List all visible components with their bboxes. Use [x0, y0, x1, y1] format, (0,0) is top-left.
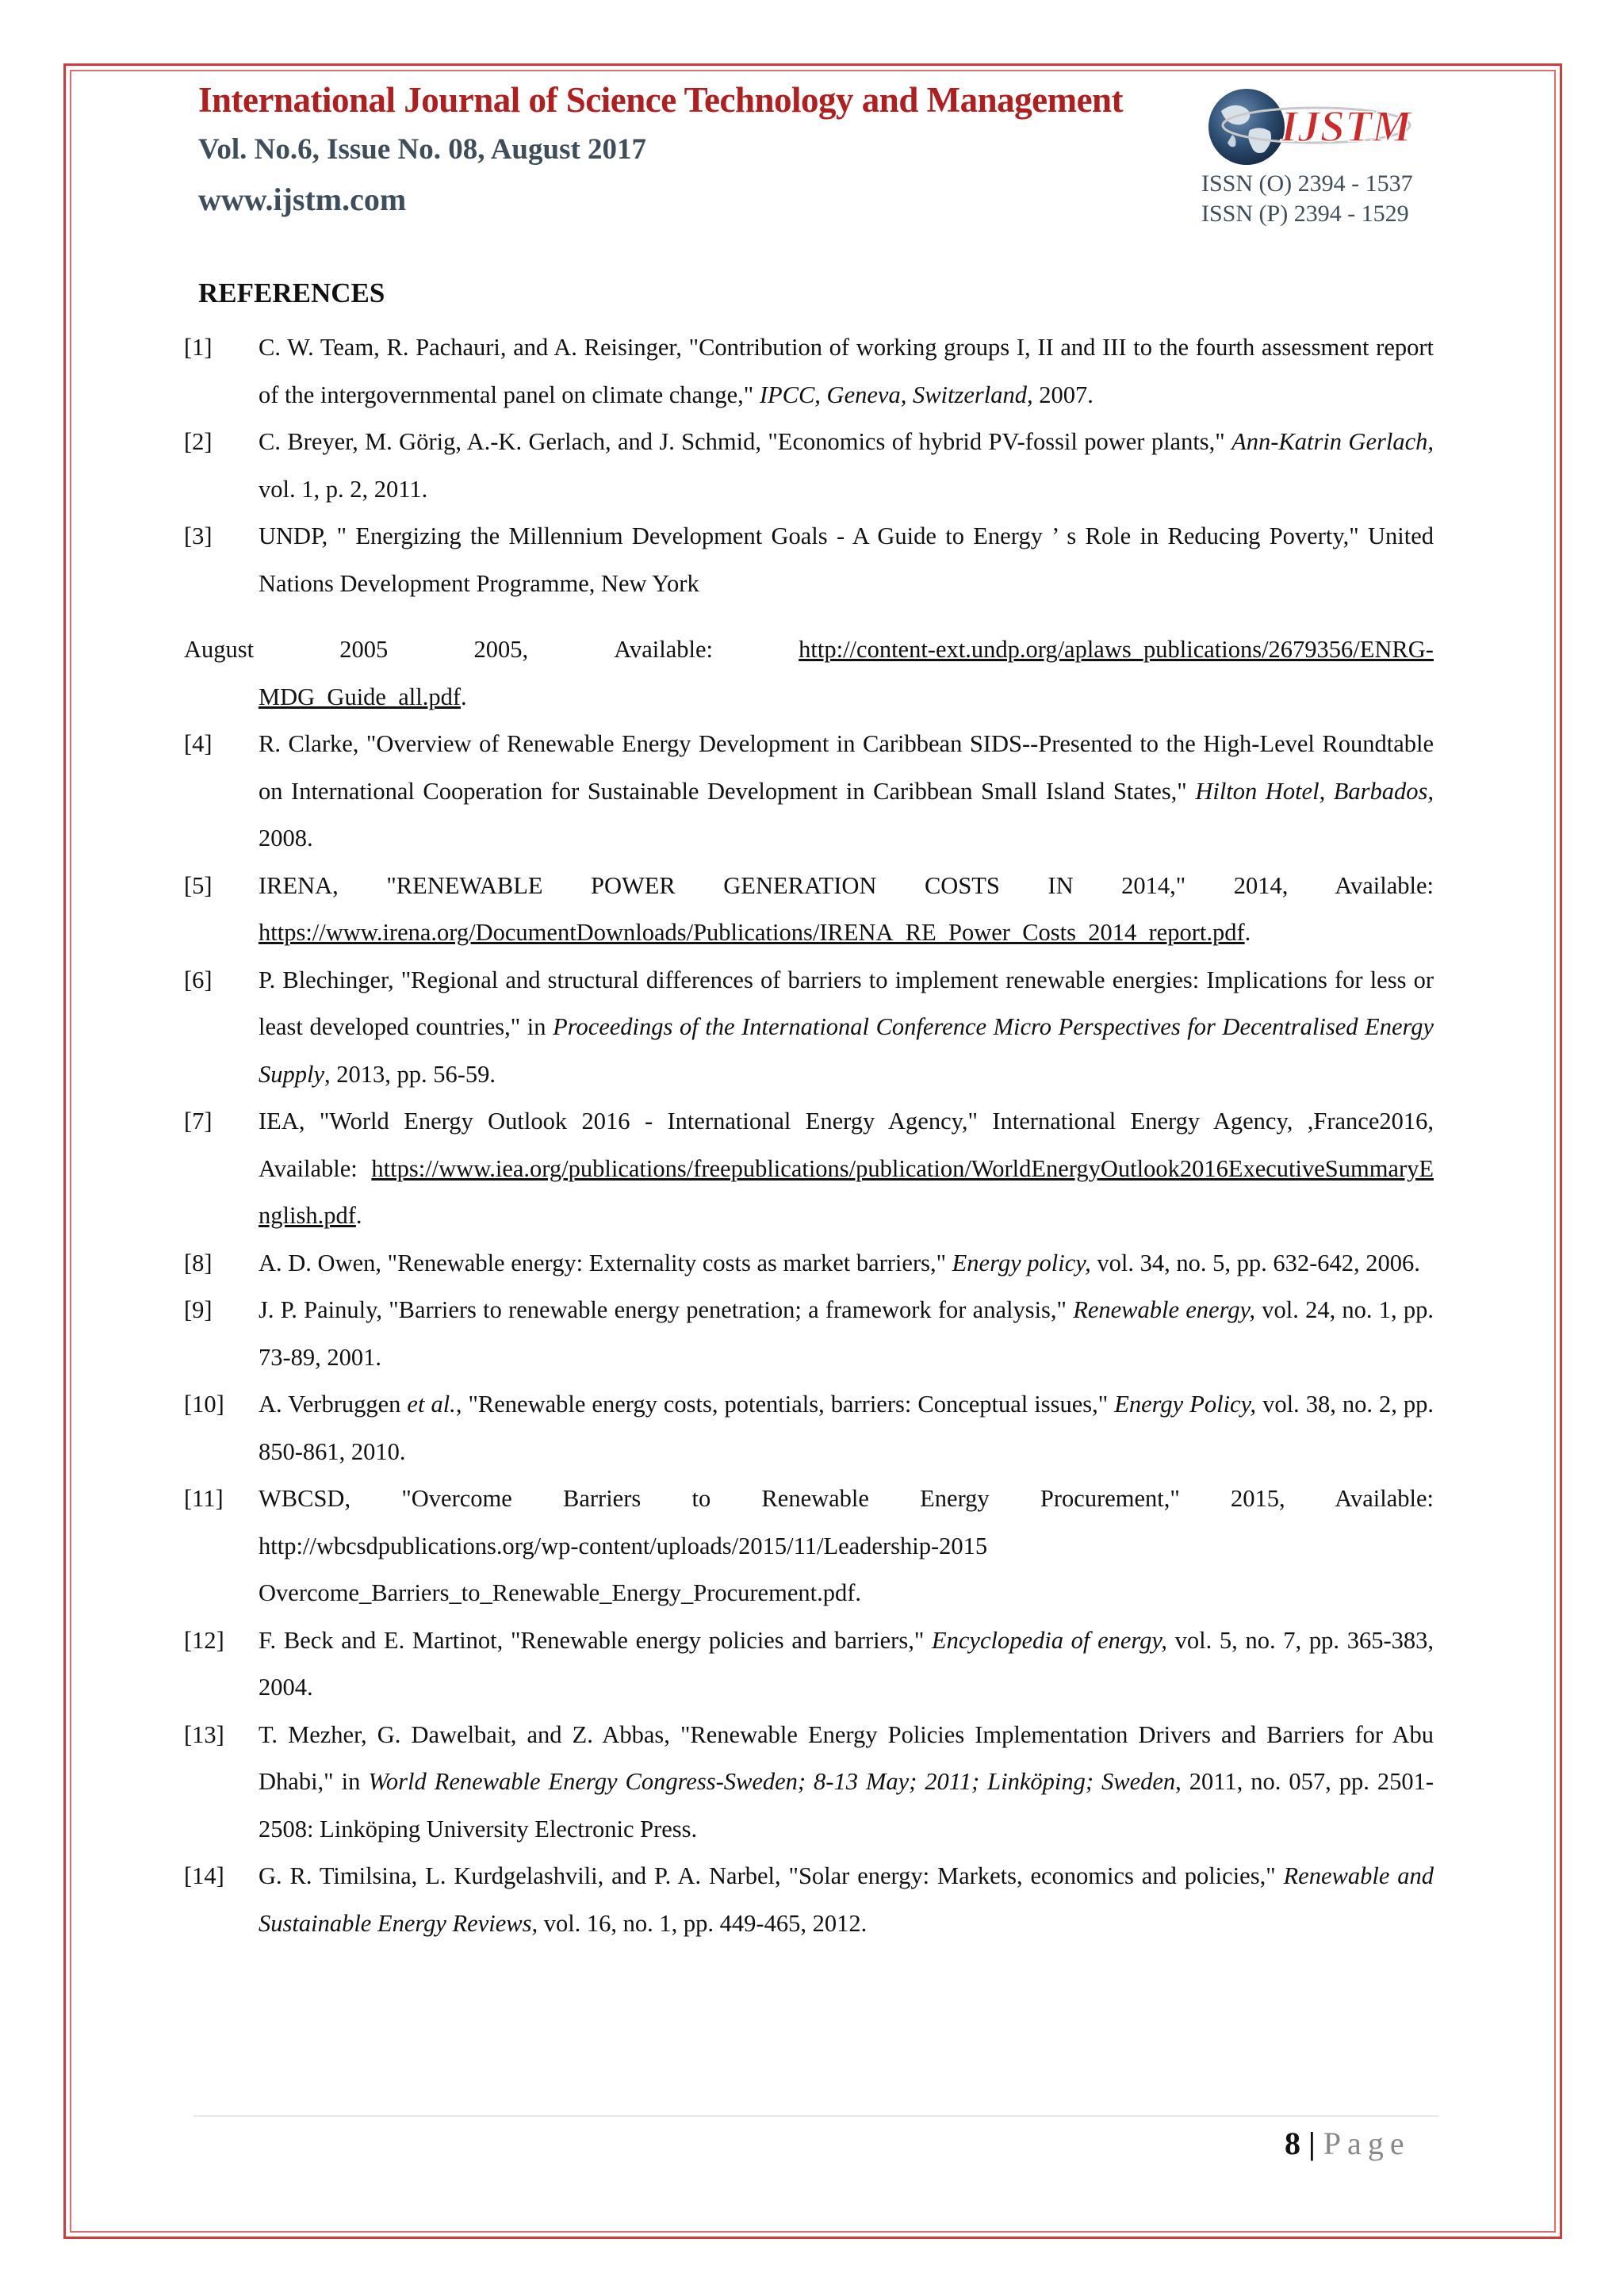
reference-number: [2]: [184, 428, 213, 455]
reference-number: [12]: [184, 1626, 224, 1654]
reference-item: [13] T. Mezher, G. Dawelbait, and Z. Abbas, "Renewable Energy Policies Implementation Drivers and Barriers for Abu Dhabi," in World Renewable Energy Congress-Sweden; 8-13 May; 2011; Linköping; Sweden, 2011, no. 057, pp. 2501-2508: Linköping University Electronic Press.: [184, 1712, 1434, 1854]
reference-item: [11] WBCSD, "Overcome Barriers to Renewable Energy Procurement," 2015, Available: http://wbcsdpublications.org/wp-content/uploads/2015/11/Leadership-2015 Overcome_Barriers_to_Renewable_Energy_Procurement.pdf.: [184, 1475, 1434, 1617]
issn-print: ISSN (P) 2394 - 1529: [1201, 201, 1409, 227]
footer-divider: [193, 2115, 1438, 2117]
reference-number: [10]: [184, 1391, 224, 1418]
reference-item: [8] A. D. Owen, "Renewable energy: Externality costs as market barriers," Energy policy, vol. 34, no. 5, pp. 632-642, 2006.: [184, 1240, 1434, 1288]
reference-item: [4] R. Clarke, "Overview of Renewable Energy Development in Caribbean SIDS--Presented to the High-Level Roundtable on International Cooperation for Sustainable Development in Caribbean Small Island States," Hilton Hotel, Barbados, 2008.: [184, 721, 1434, 863]
page-number: 8: [1285, 2126, 1300, 2161]
reference-number: [5]: [184, 871, 213, 899]
reference-continuation: August 2005 2005, Available: http://content-ext.undp.org/aplaws_publications/2679356/ENRG- MDG_Guide_all.pdf.: [184, 626, 1434, 721]
reference-item: [6] P. Blechinger, "Regional and structural differences of barriers to implement renewable energies: Implications for less or least developed countries," in Proceedings of the International Conference Micro Perspectives for Decentralised Energy Supply, 2013, pp. 56-59.: [184, 957, 1434, 1099]
undp-link[interactable]: http://content-ext.undp.org/aplaws_publications/2679356/ENRG-: [799, 636, 1434, 663]
reference-number: [7]: [184, 1108, 213, 1135]
reference-item: [14] G. R. Timilsina, L. Kurdgelashvili, and P. A. Narbel, "Solar energy: Markets, economics and policies," Renewable and Sustainable Energy Reviews, vol. 16, no. 1, pp. 449-465, 2012.: [184, 1853, 1434, 1947]
journal-title: International Journal of Science Technology and Management: [198, 80, 1124, 120]
wbcsd-url-line2: Overcome_Barriers_to_Renewable_Energy_Procurement.pdf.: [259, 1579, 861, 1606]
references-list: [184, 324, 1434, 1947]
wbcsd-url-line1: http://wbcsdpublications.org/wp-content/uploads/2015/11/Leadership-2015: [259, 1532, 988, 1559]
reference-item: [12] F. Beck and E. Martinot, "Renewable energy policies and barriers," Encyclopedia of energy, vol. 5, no. 7, pp. 365-383, 2004.: [184, 1617, 1434, 1712]
ijstm-logo: [1197, 79, 1435, 174]
page-separator: |: [1308, 2126, 1316, 2161]
reference-item: [2] C. Breyer, M. Görig, A.-K. Gerlach, and J. Schmid, "Economics of hybrid PV-fossil power plants," Ann-Katrin Gerlach, vol. 1, p. 2, 2011.: [184, 419, 1434, 513]
page-label: Page: [1323, 2126, 1411, 2161]
reference-item: [9] J. P. Painuly, "Barriers to renewable energy penetration; a framework for analysis," Renewable energy, vol. 24, no. 1, pp. 73-89, 2001.: [184, 1287, 1434, 1381]
reference-number: [9]: [184, 1296, 213, 1323]
reference-number: [4]: [184, 730, 213, 757]
reference-number: [6]: [184, 966, 213, 993]
irena-link[interactable]: https://www.irena.org/DocumentDownloads/Publications/IRENA_RE_Power_Costs_2014_report.pdf: [259, 919, 1245, 946]
reference-number: [11]: [184, 1485, 224, 1512]
reference-number: [1]: [184, 334, 213, 361]
reference-number: [13]: [184, 1720, 224, 1748]
references-heading: REFERENCES: [198, 277, 385, 308]
reference-number: [14]: [184, 1862, 224, 1889]
reference-item: [5] IRENA, "RENEWABLE POWER GENERATION COSTS IN 2014," 2014, Available: https://www.irena.org/DocumentDownloads/Publications/IRENA_RE_Power_Costs_2014_report.pdf.: [184, 863, 1434, 957]
reference-item: [10] A. Verbruggen et al., "Renewable energy costs, potentials, barriers: Conceptual issues," Energy Policy, vol. 38, no. 2, pp. 850-861, 2010.: [184, 1381, 1434, 1475]
reference-item: [1] C. W. Team, R. Pachauri, and A. Reisinger, "Contribution of working groups I, II and III to the fourth assessment report of the intergovernmental panel on climate change," IPCC, Geneva, Switzerland, 2007.: [184, 324, 1434, 419]
undp-link-end[interactable]: MDG_Guide_all.pdf: [259, 683, 461, 710]
logo-text: IJSTM: [1281, 102, 1411, 151]
iea-link[interactable]: https://www.iea.org/publications/freepublications/publication/WorldEnergyOutlook2016ExecutiveSummaryEnglish.pdf: [259, 1154, 1434, 1229]
issn-online: ISSN (O) 2394 - 1537: [1201, 170, 1413, 197]
reference-number: [3]: [184, 522, 213, 549]
journal-website[interactable]: www.ijstm.com: [198, 182, 407, 217]
reference-number: [8]: [184, 1249, 213, 1276]
reference-item: [7] IEA, "World Energy Outlook 2016 - International Energy Agency," International Energy Agency, ,France2016, Available: https://www.iea.org/publications/freepublications/publication/WorldEnergyOutlook2016ExecutiveSummaryEnglish.pdf.: [184, 1098, 1434, 1240]
volume-issue: Vol. No.6, Issue No. 08, August 2017: [198, 133, 647, 166]
globe-icon: [1208, 89, 1285, 165]
reference-item: [3] UNDP, " Energizing the Millennium Development Goals - A Guide to Energy ’ s Role in Reducing Poverty," United Nations Development Programme, New York: [184, 513, 1434, 607]
issn-block: [1201, 169, 1413, 229]
page-number-footer: [1285, 2125, 1411, 2162]
